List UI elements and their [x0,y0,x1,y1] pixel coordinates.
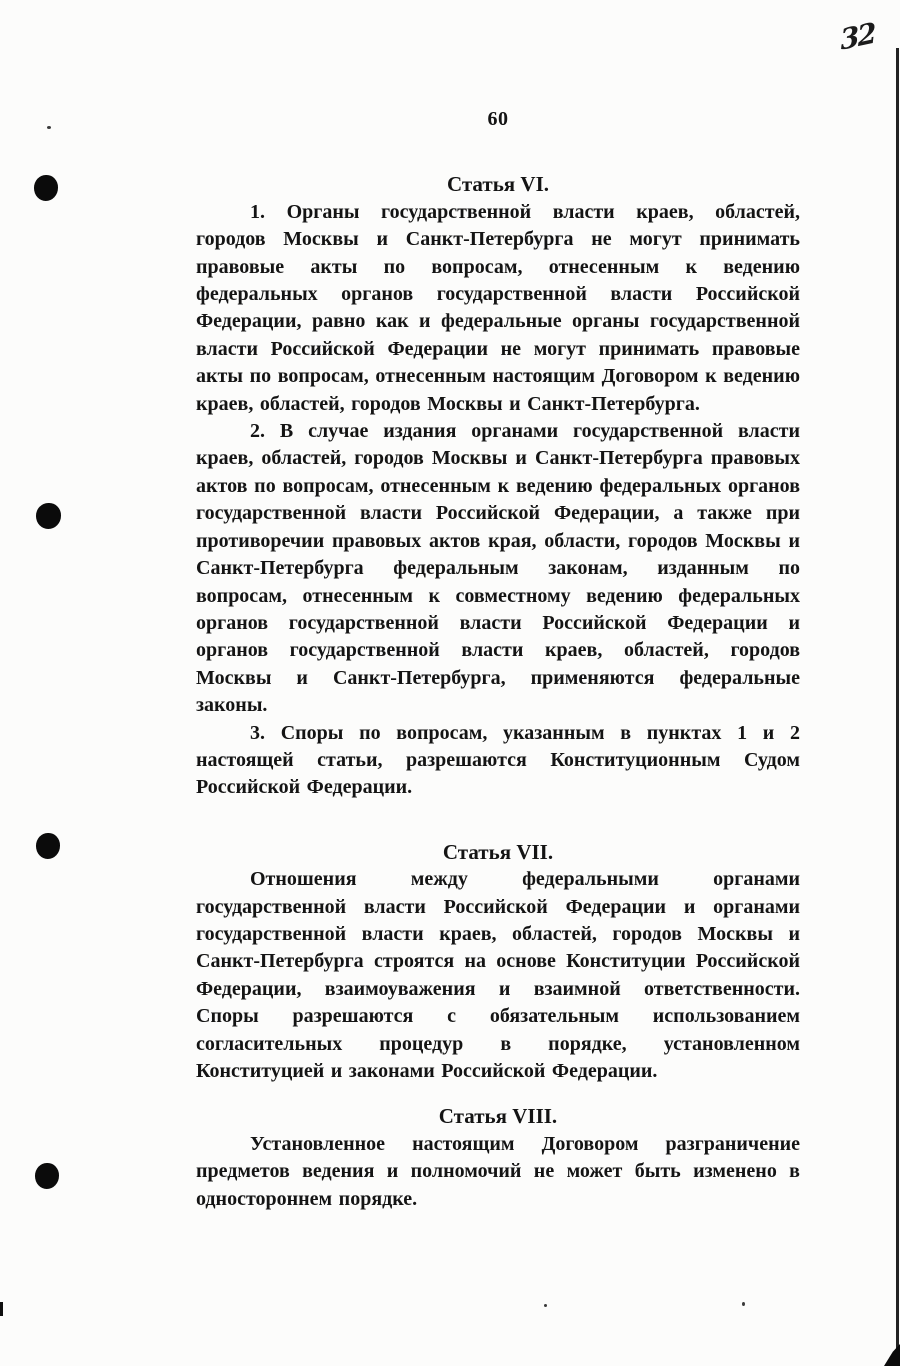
hole-punch-mark [36,503,61,529]
article-vi-paragraph-3: 3. Споры по вопросам, указанным в пунктах 1 и 2 настоящей статьи, разрешаются Конституционным Судом Российской Федерации. [196,721,800,799]
article-viii [196,1103,800,1213]
hole-punch-mark [35,1163,59,1189]
page-number: 60 [487,108,509,130]
scan-speck [742,1302,745,1306]
scan-speck [544,1304,547,1307]
article-vi-paragraph-1: 1. Органы государственной власти краев, областей, городов Москвы и Санкт-Петербурга не могут принимать правовые акты по вопросам, отнесенным к ведению федеральных органов государственной власти Российской Федерации, равно как и федеральные органы государственной власти Российской Федерации не могут принимать правовые акты по вопросам, отнесенным настоящим Договором к ведению краев, областей, городов Москвы и Санкт-Петербурга. [196,200,800,415]
scan-edge-mark [0,1302,3,1316]
scan-speck [47,126,51,129]
article-viii-heading: Статья VIII. [438,1104,558,1129]
article-vii-heading: Статья VII. [442,839,554,864]
hole-punch-mark [36,833,60,859]
article-vii-paragraph-1: Отношения между федеральными органами государственной власти Российской Федерации и органами государственной власти краев, областей, городов Москвы и Санкт-Петербурга строятся на основе Конституции Российской Федерации, взаимоуважения и взаимной ответственности. Споры разрешаются с обязательным использованием согласительных процедур в порядке, установленном Конституцией и законами Российской Федерации. [196,868,800,1082]
scan-corner-mark [884,1344,900,1366]
article-vi-paragraph-2: 2. В случае издания органами государственной власти краев, областей, городов Москвы и Санкт-Петербурга правовых актов по вопросам, отнесенным к ведению федеральных органов государственной власти Российской Федерации, а также при противоречии правовых актов края, области, городов Москвы и Санкт-Петербурга федеральным законам, изданным по вопросам, отнесенным к совместному ведению федеральных органов государственной власти Российской Федерации и органов государственной власти краев, областей, городов Москвы и Санкт-Петербурга, применяются федеральные законы. [196,420,800,717]
hole-punch-mark [34,175,58,201]
handwritten-page-number: 32 [839,16,876,57]
scan-edge-line [896,48,899,1366]
article-viii-paragraph-1: Установленное настоящим Договором разграничение предметов ведения и полномочий не может быть изменено в одностороннем порядке. [196,1132,800,1210]
article-vi [196,171,800,801]
article-vii [196,839,800,1086]
text-column [196,0,800,1213]
article-vi-heading: Статья VI. [446,172,550,197]
